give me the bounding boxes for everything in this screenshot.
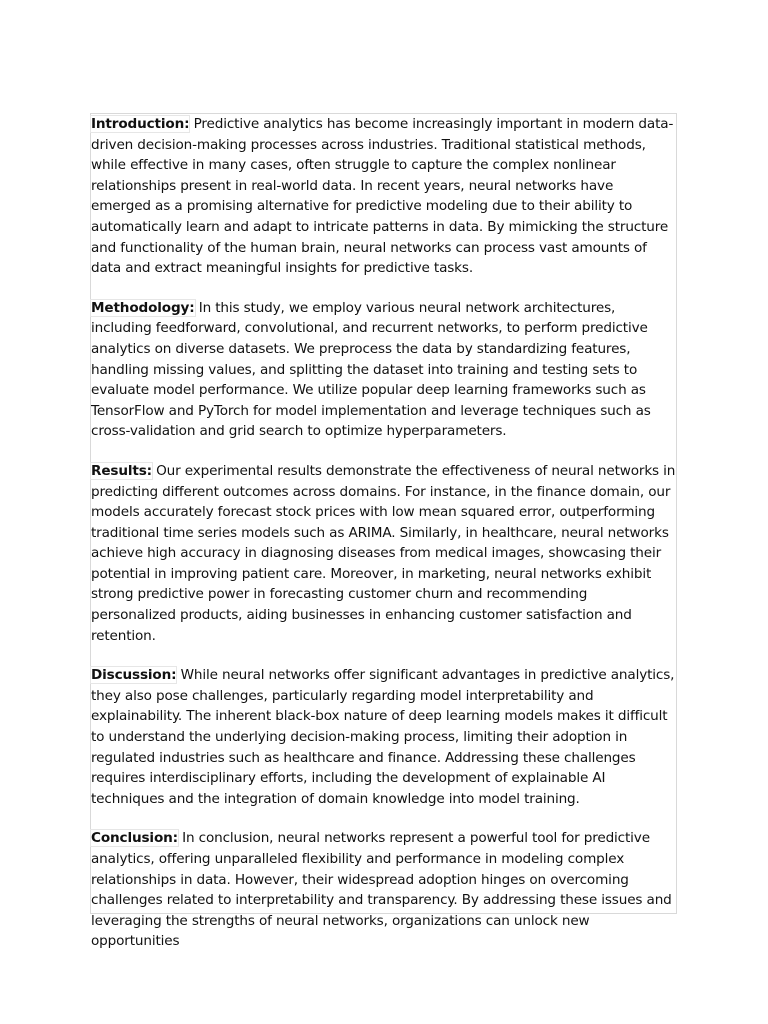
section-conclusion (91, 828, 676, 952)
section-heading: Results: (91, 462, 152, 479)
section-discussion (91, 665, 676, 809)
section-methodology (91, 298, 676, 442)
section-text: Predictive analytics has become increasingly important in modern data-driven decision-making processes across industries. Traditional statistical methods, while effective in many cases, often struggle to capture the complex nonlinear relationships present in real-world data. In recent years, neural networks have emerged as a promising alternative for predictive modeling due to their ability to automatically learn and adapt to intricate patterns in data. By mimicking the structure and functionality of the human brain, neural networks can process vast amounts of data and extract meaningful insights for predictive tasks. (91, 116, 674, 277)
section-results (91, 461, 676, 646)
section-text: In conclusion, neural networks represent a powerful tool for predictive analytics, offering unparalleled flexibility and performance in modeling complex relationships in data. However, their widespread adoption hinges on overcoming challenges related to interpretability and transparency. By addressing these issues and leveraging the strengths of neural networks, organizations can unlock new opportunities (91, 830, 672, 950)
section-heading: Discussion: (91, 667, 177, 684)
section-heading: Introduction: (91, 116, 190, 132)
section-introduction (91, 114, 676, 279)
section-text: In this study, we employ various neural network architectures, including feedforward, convolutional, and recurrent networks, to perform predictive analytics on diverse datasets. We preprocess the data by standardizing features, handling missing values, and splitting the dataset into training and testing sets to evaluate model performance. We utilize popular deep learning frameworks such as TensorFlow and PyTorch for model implementation and leverage techniques such as cross-validation and grid search to optimize hyperparameters. (91, 299, 651, 440)
section-text: While neural networks offer significant advantages in predictive analytics, they also pose challenges, particularly regarding model interpretability and explainability. The inherent black-box nature of deep learning models makes it difficult to understand the underlying decision-making process, limiting their adoption in regulated industries such as healthcare and finance. Addressing these challenges requires interdisciplinary efforts, including the development of explainable AI techniques and the integration of domain knowledge into model training. (91, 667, 675, 807)
section-heading: Methodology: (91, 299, 195, 316)
document-body (90, 113, 677, 950)
section-heading: Conclusion: (91, 830, 178, 847)
section-text: Our experimental results demonstrate the effectiveness of neural networks in predicting different outcomes across domains. For instance, in the finance domain, our models accurately forecast stock prices with low mean squared error, outperforming traditional time series models such as ARIMA. Similarly, in healthcare, neural networks achieve high accuracy in diagnosing diseases from medical images, showcasing their potential in improving patient care. Moreover, in marketing, neural networks exhibit strong predictive power in forecasting customer churn and recommending personalized products, aiding businesses in enhancing customer satisfaction and retention. (91, 462, 676, 644)
